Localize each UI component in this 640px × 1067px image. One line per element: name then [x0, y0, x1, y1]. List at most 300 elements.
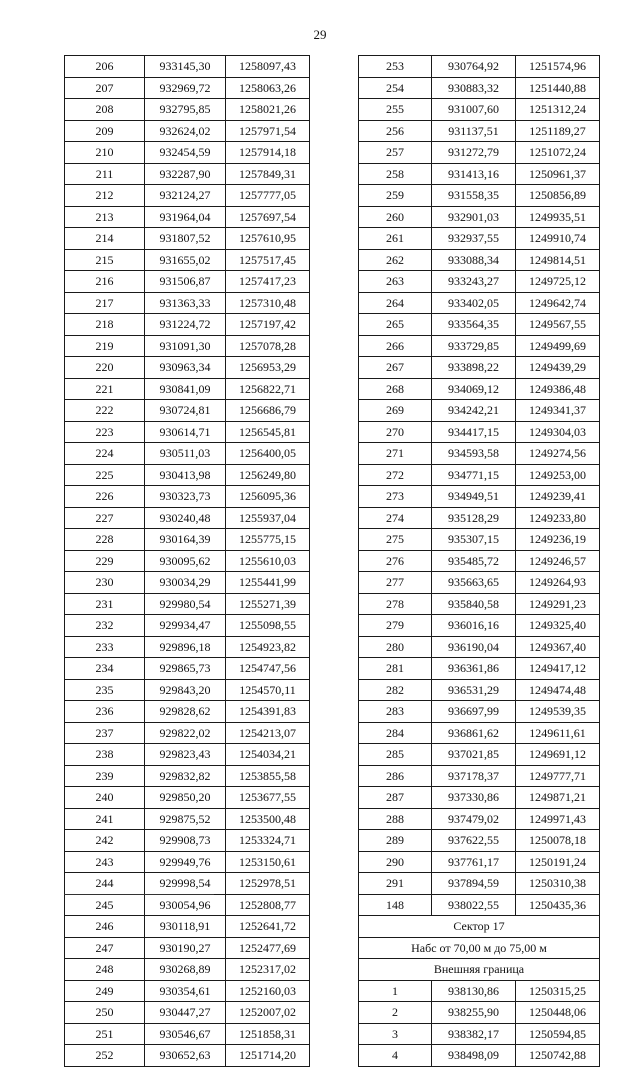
- point-number: 262: [359, 249, 432, 271]
- table-row: [65, 357, 310, 379]
- y-coordinate: 1249291,23: [516, 593, 600, 615]
- point-number: 254: [359, 77, 432, 99]
- x-coordinate: 937622,55: [432, 830, 516, 852]
- table-row: [359, 851, 600, 873]
- x-coordinate: 932795,85: [145, 99, 226, 121]
- table-row: [359, 550, 600, 572]
- table-row: [65, 529, 310, 551]
- y-coordinate: 1251072,24: [516, 142, 600, 164]
- y-coordinate: 1255775,15: [226, 529, 310, 551]
- table-row: [359, 894, 600, 916]
- sector-subtitle-row: [359, 937, 600, 959]
- x-coordinate: 930764,92: [432, 56, 516, 78]
- y-coordinate: 1249725,12: [516, 271, 600, 293]
- x-coordinate: 931655,02: [145, 249, 226, 271]
- point-number: 270: [359, 421, 432, 443]
- x-coordinate: 932454,59: [145, 142, 226, 164]
- point-number: 245: [65, 894, 145, 916]
- x-coordinate: 935307,15: [432, 529, 516, 551]
- table-row: [359, 421, 600, 443]
- table-row: [65, 894, 310, 916]
- point-number: 210: [65, 142, 145, 164]
- point-number: 277: [359, 572, 432, 594]
- point-number: 211: [65, 163, 145, 185]
- y-coordinate: 1249325,40: [516, 615, 600, 637]
- point-number: 289: [359, 830, 432, 852]
- y-coordinate: 1249341,37: [516, 400, 600, 422]
- x-coordinate: 938382,17: [432, 1023, 516, 1045]
- y-coordinate: 1249691,12: [516, 744, 600, 766]
- x-coordinate: 929823,43: [145, 744, 226, 766]
- x-coordinate: 938130,86: [432, 980, 516, 1002]
- point-number: 220: [65, 357, 145, 379]
- y-coordinate: 1249474,48: [516, 679, 600, 701]
- table-row: [65, 873, 310, 895]
- y-coordinate: 1253677,55: [226, 787, 310, 809]
- table-row: [65, 830, 310, 852]
- x-coordinate: 932937,55: [432, 228, 516, 250]
- y-coordinate: 1255610,03: [226, 550, 310, 572]
- table-row: [359, 1023, 600, 1045]
- table-row: [359, 99, 600, 121]
- point-number: 226: [65, 486, 145, 508]
- y-coordinate: 1250594,85: [516, 1023, 600, 1045]
- table-row: [65, 507, 310, 529]
- table-row: [65, 314, 310, 336]
- point-number: 238: [65, 744, 145, 766]
- y-coordinate: 1252160,03: [226, 980, 310, 1002]
- table-row: [65, 378, 310, 400]
- point-number: 253: [359, 56, 432, 78]
- y-coordinate: 1252808,77: [226, 894, 310, 916]
- table-row: [359, 1002, 600, 1024]
- y-coordinate: 1257610,95: [226, 228, 310, 250]
- table-row: [65, 679, 310, 701]
- y-coordinate: 1257697,54: [226, 206, 310, 228]
- x-coordinate: 929875,52: [145, 808, 226, 830]
- table-row: [359, 163, 600, 185]
- table-row: [65, 636, 310, 658]
- y-coordinate: 1258063,26: [226, 77, 310, 99]
- table-row: [65, 249, 310, 271]
- sector-subtitle: Набс от 70,00 м до 75,00 м: [359, 937, 600, 959]
- point-number: 239: [65, 765, 145, 787]
- y-coordinate: 1254391,83: [226, 701, 310, 723]
- point-number: 261: [359, 228, 432, 250]
- table-row: [359, 679, 600, 701]
- x-coordinate: 931137,51: [432, 120, 516, 142]
- table-row: [65, 56, 310, 78]
- point-number: 223: [65, 421, 145, 443]
- x-coordinate: 933088,34: [432, 249, 516, 271]
- y-coordinate: 1257777,05: [226, 185, 310, 207]
- x-coordinate: 931272,79: [432, 142, 516, 164]
- x-coordinate: 929934,47: [145, 615, 226, 637]
- x-coordinate: 930413,98: [145, 464, 226, 486]
- y-coordinate: 1256400,05: [226, 443, 310, 465]
- y-coordinate: 1255098,55: [226, 615, 310, 637]
- x-coordinate: 933729,85: [432, 335, 516, 357]
- table-row: [359, 464, 600, 486]
- point-number: 1: [359, 980, 432, 1002]
- y-coordinate: 1257310,48: [226, 292, 310, 314]
- y-coordinate: 1258097,43: [226, 56, 310, 78]
- x-coordinate: 930034,29: [145, 572, 226, 594]
- boundary-title: Внешняя граница: [359, 959, 600, 981]
- table-row: [359, 335, 600, 357]
- x-coordinate: 933898,22: [432, 357, 516, 379]
- x-coordinate: 935128,29: [432, 507, 516, 529]
- table-row: [359, 228, 600, 250]
- point-number: 236: [65, 701, 145, 723]
- x-coordinate: 929822,02: [145, 722, 226, 744]
- point-number: 250: [65, 1002, 145, 1024]
- y-coordinate: 1249239,41: [516, 486, 600, 508]
- table-row: [359, 486, 600, 508]
- point-number: 283: [359, 701, 432, 723]
- table-row: [65, 851, 310, 873]
- y-coordinate: 1249814,51: [516, 249, 600, 271]
- x-coordinate: 936361,86: [432, 658, 516, 680]
- coordinates-table-right: [358, 55, 600, 1067]
- y-coordinate: 1249567,55: [516, 314, 600, 336]
- x-coordinate: 933243,27: [432, 271, 516, 293]
- x-coordinate: 930724,81: [145, 400, 226, 422]
- point-number: 260: [359, 206, 432, 228]
- table-row: [359, 1045, 600, 1067]
- point-number: 214: [65, 228, 145, 250]
- point-number: 228: [65, 529, 145, 551]
- x-coordinate: 937021,85: [432, 744, 516, 766]
- table-row: [65, 787, 310, 809]
- table-row: [65, 1002, 310, 1024]
- x-coordinate: 930883,32: [432, 77, 516, 99]
- y-coordinate: 1249499,69: [516, 335, 600, 357]
- table-row: [65, 658, 310, 680]
- point-number: 285: [359, 744, 432, 766]
- point-number: 231: [65, 593, 145, 615]
- y-coordinate: 1252641,72: [226, 916, 310, 938]
- y-coordinate: 1253500,48: [226, 808, 310, 830]
- x-coordinate: 936531,29: [432, 679, 516, 701]
- table-row: [359, 271, 600, 293]
- table-row: [359, 357, 600, 379]
- table-row: [359, 636, 600, 658]
- y-coordinate: 1257914,18: [226, 142, 310, 164]
- x-coordinate: 929832,82: [145, 765, 226, 787]
- y-coordinate: 1250310,38: [516, 873, 600, 895]
- table-row: [359, 593, 600, 615]
- y-coordinate: 1250078,18: [516, 830, 600, 852]
- y-coordinate: 1256953,29: [226, 357, 310, 379]
- x-coordinate: 930323,73: [145, 486, 226, 508]
- x-coordinate: 930095,62: [145, 550, 226, 572]
- y-coordinate: 1257417,23: [226, 271, 310, 293]
- point-number: 213: [65, 206, 145, 228]
- table-row: [65, 335, 310, 357]
- x-coordinate: 931558,35: [432, 185, 516, 207]
- y-coordinate: 1249642,74: [516, 292, 600, 314]
- point-number: 278: [359, 593, 432, 615]
- table-row: [65, 77, 310, 99]
- x-coordinate: 931506,87: [145, 271, 226, 293]
- y-coordinate: 1249611,61: [516, 722, 600, 744]
- table-row: [359, 765, 600, 787]
- table-row: [65, 701, 310, 723]
- table-row: [359, 185, 600, 207]
- x-coordinate: 931224,72: [145, 314, 226, 336]
- y-coordinate: 1258021,26: [226, 99, 310, 121]
- point-number: 227: [65, 507, 145, 529]
- x-coordinate: 929908,73: [145, 830, 226, 852]
- point-number: 274: [359, 507, 432, 529]
- table-row: [359, 787, 600, 809]
- point-number: 247: [65, 937, 145, 959]
- point-number: 291: [359, 873, 432, 895]
- x-coordinate: 930118,91: [145, 916, 226, 938]
- table-row: [359, 744, 600, 766]
- point-number: 233: [65, 636, 145, 658]
- y-coordinate: 1253324,71: [226, 830, 310, 852]
- x-coordinate: 929865,73: [145, 658, 226, 680]
- y-coordinate: 1249264,93: [516, 572, 600, 594]
- point-number: 218: [65, 314, 145, 336]
- x-coordinate: 931007,60: [432, 99, 516, 121]
- table-row: [65, 185, 310, 207]
- table-row: [359, 980, 600, 1002]
- point-number: 263: [359, 271, 432, 293]
- table-row: [359, 722, 600, 744]
- x-coordinate: 930447,27: [145, 1002, 226, 1024]
- point-number: 265: [359, 314, 432, 336]
- table-row: [359, 615, 600, 637]
- point-number: 232: [65, 615, 145, 637]
- table-row: [359, 830, 600, 852]
- x-coordinate: 930354,61: [145, 980, 226, 1002]
- y-coordinate: 1250191,24: [516, 851, 600, 873]
- table-row: [359, 249, 600, 271]
- table-row: [359, 808, 600, 830]
- y-coordinate: 1252317,02: [226, 959, 310, 981]
- y-coordinate: 1256822,71: [226, 378, 310, 400]
- table-row: [359, 292, 600, 314]
- x-coordinate: 929896,18: [145, 636, 226, 658]
- y-coordinate: 1251858,31: [226, 1023, 310, 1045]
- table-row: [359, 56, 600, 78]
- y-coordinate: 1250435,36: [516, 894, 600, 916]
- table-row: [65, 400, 310, 422]
- point-number: 271: [359, 443, 432, 465]
- table-row: [65, 142, 310, 164]
- y-coordinate: 1249777,71: [516, 765, 600, 787]
- x-coordinate: 930546,67: [145, 1023, 226, 1045]
- point-number: 258: [359, 163, 432, 185]
- point-number: 269: [359, 400, 432, 422]
- y-coordinate: 1250742,88: [516, 1045, 600, 1067]
- y-coordinate: 1252978,51: [226, 873, 310, 895]
- x-coordinate: 936190,04: [432, 636, 516, 658]
- y-coordinate: 1249253,00: [516, 464, 600, 486]
- point-number: 229: [65, 550, 145, 572]
- point-number: 287: [359, 787, 432, 809]
- point-number: 242: [65, 830, 145, 852]
- point-number: 206: [65, 56, 145, 78]
- x-coordinate: 931363,33: [145, 292, 226, 314]
- y-coordinate: 1257849,31: [226, 163, 310, 185]
- table-row: [65, 271, 310, 293]
- point-number: 259: [359, 185, 432, 207]
- point-number: 212: [65, 185, 145, 207]
- x-coordinate: 932901,03: [432, 206, 516, 228]
- x-coordinate: 938022,55: [432, 894, 516, 916]
- x-coordinate: 930268,89: [145, 959, 226, 981]
- table-row: [65, 486, 310, 508]
- x-coordinate: 933402,05: [432, 292, 516, 314]
- point-number: 282: [359, 679, 432, 701]
- table-row: [65, 572, 310, 594]
- point-number: 217: [65, 292, 145, 314]
- x-coordinate: 930841,09: [145, 378, 226, 400]
- point-number: 290: [359, 851, 432, 873]
- x-coordinate: 929850,20: [145, 787, 226, 809]
- table-row: [65, 744, 310, 766]
- y-coordinate: 1256686,79: [226, 400, 310, 422]
- x-coordinate: 937178,37: [432, 765, 516, 787]
- y-coordinate: 1249246,57: [516, 550, 600, 572]
- table-row: [65, 421, 310, 443]
- x-coordinate: 934771,15: [432, 464, 516, 486]
- x-coordinate: 935485,72: [432, 550, 516, 572]
- x-coordinate: 930240,48: [145, 507, 226, 529]
- x-coordinate: 934593,58: [432, 443, 516, 465]
- x-coordinate: 930614,71: [145, 421, 226, 443]
- x-coordinate: 929843,20: [145, 679, 226, 701]
- table-row: [65, 980, 310, 1002]
- x-coordinate: 934949,51: [432, 486, 516, 508]
- point-number: 244: [65, 873, 145, 895]
- y-coordinate: 1255441,99: [226, 572, 310, 594]
- y-coordinate: 1254034,21: [226, 744, 310, 766]
- table-row: [65, 443, 310, 465]
- y-coordinate: 1249439,29: [516, 357, 600, 379]
- point-number: 241: [65, 808, 145, 830]
- table-row: [65, 808, 310, 830]
- x-coordinate: 938498,09: [432, 1045, 516, 1067]
- x-coordinate: 932969,72: [145, 77, 226, 99]
- y-coordinate: 1251312,24: [516, 99, 600, 121]
- x-coordinate: 930054,96: [145, 894, 226, 916]
- x-coordinate: 936016,16: [432, 615, 516, 637]
- y-coordinate: 1257197,42: [226, 314, 310, 336]
- table-row: [359, 77, 600, 99]
- x-coordinate: 936697,99: [432, 701, 516, 723]
- table-row: [65, 722, 310, 744]
- y-coordinate: 1249233,80: [516, 507, 600, 529]
- table-row: [65, 550, 310, 572]
- x-coordinate: 929828,62: [145, 701, 226, 723]
- x-coordinate: 937761,17: [432, 851, 516, 873]
- point-number: 279: [359, 615, 432, 637]
- table-row: [65, 615, 310, 637]
- point-number: 3: [359, 1023, 432, 1045]
- table-row: [65, 959, 310, 981]
- y-coordinate: 1257078,28: [226, 335, 310, 357]
- x-coordinate: 930511,03: [145, 443, 226, 465]
- table-row: [359, 572, 600, 594]
- point-number: 275: [359, 529, 432, 551]
- point-number: 249: [65, 980, 145, 1002]
- table-row: [359, 507, 600, 529]
- x-coordinate: 930963,34: [145, 357, 226, 379]
- y-coordinate: 1254213,07: [226, 722, 310, 744]
- point-number: 281: [359, 658, 432, 680]
- y-coordinate: 1250961,37: [516, 163, 600, 185]
- x-coordinate: 929949,76: [145, 851, 226, 873]
- table-row: [65, 937, 310, 959]
- x-coordinate: 935840,58: [432, 593, 516, 615]
- x-coordinate: 937894,59: [432, 873, 516, 895]
- point-number: 255: [359, 99, 432, 121]
- y-coordinate: 1251189,27: [516, 120, 600, 142]
- table-row: [359, 400, 600, 422]
- point-number: 207: [65, 77, 145, 99]
- point-number: 248: [65, 959, 145, 981]
- table-row: [359, 314, 600, 336]
- x-coordinate: 937330,86: [432, 787, 516, 809]
- point-number: 268: [359, 378, 432, 400]
- y-coordinate: 1249935,51: [516, 206, 600, 228]
- point-number: 225: [65, 464, 145, 486]
- table-row: [65, 292, 310, 314]
- point-number: 208: [65, 99, 145, 121]
- footnote-divider: [64, 894, 214, 895]
- point-number: 256: [359, 120, 432, 142]
- table-row: [65, 593, 310, 615]
- table-row: [65, 120, 310, 142]
- y-coordinate: 1249910,74: [516, 228, 600, 250]
- point-number: 209: [65, 120, 145, 142]
- table-row: [65, 228, 310, 250]
- point-number: 273: [359, 486, 432, 508]
- point-number: 235: [65, 679, 145, 701]
- point-number: 264: [359, 292, 432, 314]
- y-coordinate: 1249304,03: [516, 421, 600, 443]
- table-row: [65, 765, 310, 787]
- y-coordinate: 1249871,21: [516, 787, 600, 809]
- y-coordinate: 1249367,40: [516, 636, 600, 658]
- y-coordinate: 1256249,80: [226, 464, 310, 486]
- point-number: 251: [65, 1023, 145, 1045]
- x-coordinate: 929998,54: [145, 873, 226, 895]
- y-coordinate: 1249539,35: [516, 701, 600, 723]
- y-coordinate: 1252007,02: [226, 1002, 310, 1024]
- x-coordinate: 930652,63: [145, 1045, 226, 1067]
- x-coordinate: 931091,30: [145, 335, 226, 357]
- x-coordinate: 931807,52: [145, 228, 226, 250]
- point-number: 240: [65, 787, 145, 809]
- y-coordinate: 1252477,69: [226, 937, 310, 959]
- x-coordinate: 937479,02: [432, 808, 516, 830]
- point-number: 280: [359, 636, 432, 658]
- y-coordinate: 1254747,56: [226, 658, 310, 680]
- y-coordinate: 1257971,54: [226, 120, 310, 142]
- y-coordinate: 1257517,45: [226, 249, 310, 271]
- point-number: 148: [359, 894, 432, 916]
- point-number: 234: [65, 658, 145, 680]
- y-coordinate: 1249236,19: [516, 529, 600, 551]
- point-number: 237: [65, 722, 145, 744]
- table-row: [359, 873, 600, 895]
